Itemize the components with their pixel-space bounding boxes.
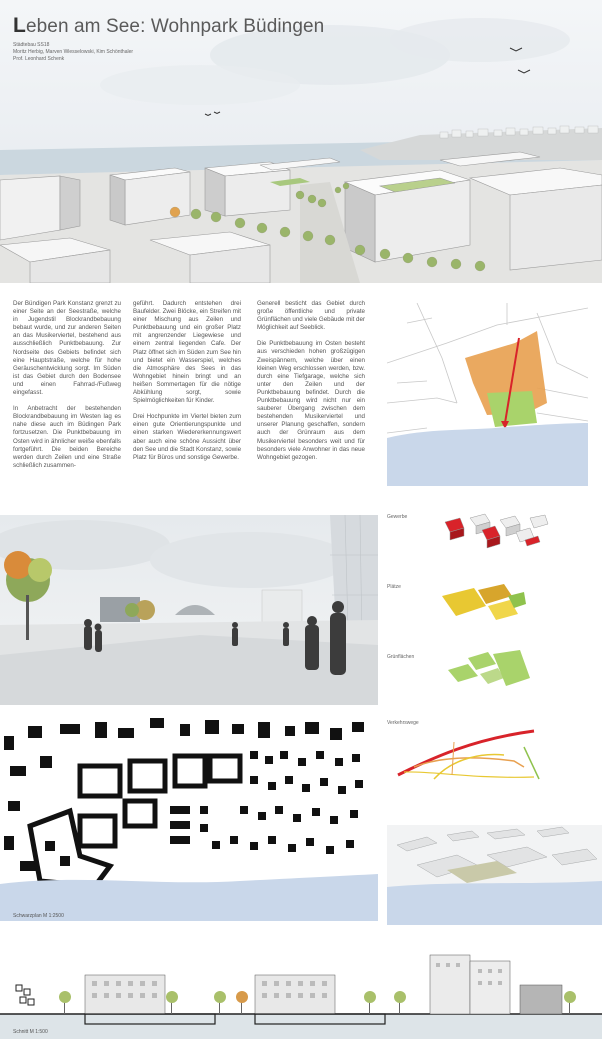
- gewerbe-diagram: [430, 510, 560, 555]
- course-label: Städtebau SS18: [13, 42, 50, 48]
- diagram-label-plaetze: Plätze: [387, 584, 401, 590]
- authors-label: Moritz Herbig, Marven Wiesselowski, Kim Schönthaler: [13, 49, 134, 55]
- paragraph: Drei Hochpunkte im Viertel bieten zum einen gute Orientierungspunkte und einen starken Wiedererkennungswert aber auch eine schöne Aussicht über den See und die Stadt Konstanz, sowie Platz für Büros und sonstige Gewerbe.: [133, 413, 242, 461]
- diagram-label-verkehrswege: Verkehrswege: [387, 720, 419, 726]
- diagram-label-gruenflaechen: Grünflächen: [387, 654, 415, 660]
- aerial-model-view: [387, 825, 602, 925]
- schwarzplan-figure-ground: [0, 716, 378, 921]
- text-column-2: [133, 300, 241, 470]
- site-plan-diagram: [387, 303, 588, 486]
- street-perspective-rendering: [0, 515, 378, 705]
- text-column-1: [13, 300, 121, 478]
- professor-label: Prof. Leonhard Schenk: [13, 56, 65, 62]
- text-column-3: [257, 300, 365, 470]
- hero-aerial-rendering: [0, 0, 602, 283]
- paragraph: geführt. Dadurch entstehen drei Baufelder. Zwei Blöcke, ein Streifen mit einer Mischung aus Zeilen und Punktbebauung und ein großer Platz mit angrenzender Liegewiese und einem zentral liegenden Cafe. Der Platz öffnet sich im Süden zum See hin und bietet ein Wasserspiel, welches die Atmosphäre des Sees in das Wohngebiet hinein bringt und an heißen Sommertagen für die nötige Abkühlung sorgt, sowie Spielmöglichkeiten für Kinder.: [133, 300, 241, 405]
- paragraph: In Anbetracht der bestehenden Blockrandbebauung im Westen lag es nahe diese auch im Büdingen Park fortzusetzen. Die Punktbebauung im Osten wird in ähnlicher weiße ebenfalls fortgeführt. Die beiden Bereiche werden durch Zeilen und eine Straße schließlich zusammen-: [13, 405, 121, 469]
- diagram-label-gewerbe: Gewerbe: [387, 514, 408, 520]
- paragraph: Generell besticht das Gebiet durch große öffentliche und private Grünflächen und viele Gebäude mit der Möglichkeit auf Seeblick.: [257, 300, 366, 332]
- schwarzplan-caption: Schwarzplan M 1:2500: [13, 913, 64, 919]
- paragraph: Die Punktbebauung im Osten besteht aus verschieden hohen großzügigen Zweispännern, welche über einen kleinen Weg erschlossen werden, bzw. durch eine Tiefgarage, welche sich unter den Zeilen und der Punktbebauung befindet. Durch die Punktbebauung wird nicht nur ein sauberer Übergang zwischen dem bestehenden Musikerviertel und unserer Planung geschaffen, sondern auch der Grünraum aus dem Musikerviertel besonders weit und für besonders viele Anwohner in das neue Wohngebiet gezogen.: [257, 340, 365, 461]
- schnitt-caption: Schnitt M 1:500: [13, 1029, 48, 1035]
- green-area: [487, 391, 537, 427]
- gruenflaechen-diagram: [438, 648, 533, 693]
- paragraph: Der Bündigen Park Konstanz grenzt zu einer Seite an der Seestraße, welche in Jugendstil Blockrandbebauung bebaut wurde, und zur anderen Seiten an das Musikerviertel, bestehend aus ausschließlich Punktbebauung. Zur Nordseite des Gebiets befindet sich eine Hauptstraße, welche für hohe Geräuschentwicklung sorgt. Im Süden ist das Gebiet durch den Bodensee und einen Fahrrad-/Fußweg eingefasst.: [13, 300, 121, 397]
- section-drawing: [0, 945, 602, 1039]
- page-title: Leben am See: Wohnpark Büdingen: [13, 14, 325, 37]
- plaetze-diagram: [438, 582, 528, 624]
- verkehrswege-diagram: [394, 727, 544, 782]
